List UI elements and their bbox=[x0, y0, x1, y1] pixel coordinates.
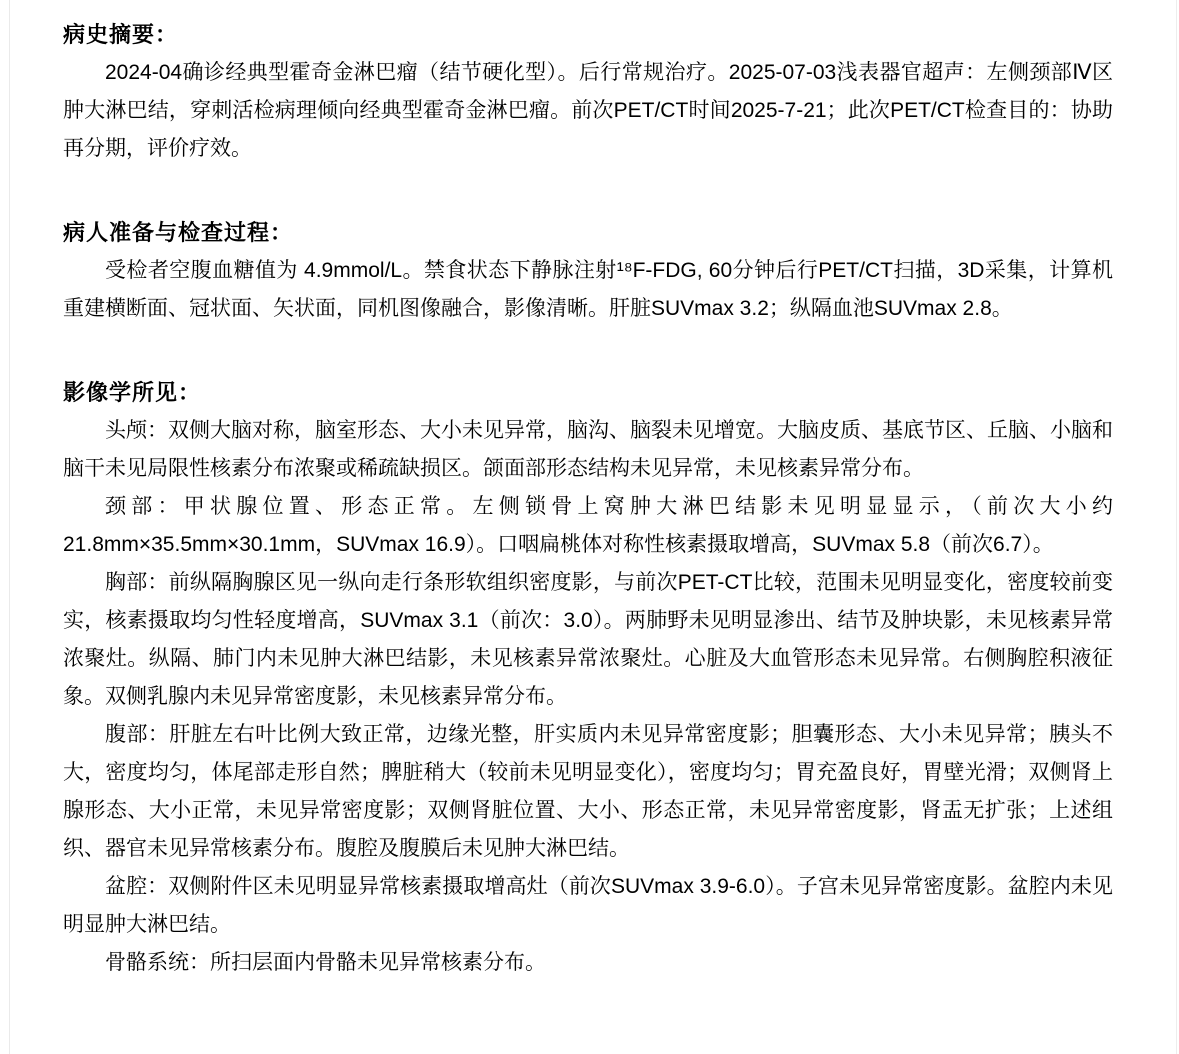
page-right-edge-line bbox=[1176, 0, 1177, 1054]
report-paragraph: 胸部：前纵隔胸腺区见一纵向走行条形软组织密度影，与前次PET-CT比较，范围未见明显变化，密度较前变实，核素摄取均匀性轻度增高，SUVmax 3.1（前次：3.0）。两肺野未见明显渗出、结节及肿块影，未见核素异常浓聚灶。纵隔、肺门内未见肿大淋巴结影，未见核素异常浓聚灶。心脏及大血管形态未见异常。右侧胸腔积液征象。双侧乳腺内未见异常密度影，未见核素异常分布。 bbox=[63, 571, 1113, 708]
pet-ct-report-document bbox=[63, 16, 1113, 982]
section-imaging-findings bbox=[63, 374, 1113, 982]
report-paragraph: 头颅：双侧大脑对称，脑室形态、大小未见异常，脑沟、脑裂未见增宽。大脑皮质、基底节区、丘脑、小脑和脑干未见局限性核素分布浓聚或稀疏缺损区。颌面部形态结构未见异常，未见核素异常分布。 bbox=[63, 419, 1113, 480]
report-paragraph: 腹部：肝脏左右叶比例大致正常，边缘光整，肝实质内未见异常密度影；胆囊形态、大小未见异常；胰头不大，密度均匀，体尾部走形自然；脾脏稍大（较前未见明显变化），密度均匀；胃充盈良好，胃壁光滑；双侧肾上腺形态、大小正常，未见异常密度影；双侧肾脏位置、大小、形态正常，未见异常密度影，肾盂无扩张；上述组织、器官未见异常核素分布。腹腔及腹膜后未见肿大淋巴结。 bbox=[63, 723, 1113, 860]
section-heading: 病人准备与检查过程： bbox=[63, 220, 294, 245]
report-paragraph: 受检者空腹血糖值为 4.9mmol/L。禁食状态下静脉注射¹⁸F-FDG, 60分钟后行PET/CT扫描，3D采集，计算机重建横断面、冠状面、矢状面，同机图像融合，影像清晰。肝脏SUVmax 3.2；纵隔血池SUVmax 2.8。 bbox=[63, 259, 1113, 320]
section-heading: 影像学所见： bbox=[63, 380, 202, 405]
section-history-summary bbox=[63, 16, 1113, 168]
section-heading: 病史摘要： bbox=[63, 22, 179, 47]
section-patient-preparation bbox=[63, 214, 1113, 328]
report-paragraph: 2024-04确诊经典型霍奇金淋巴瘤（结节硬化型）。后行常规治疗。2025-07-03浅表器官超声：左侧颈部Ⅳ区 肿大淋巴结，穿刺活检病理倾向经典型霍奇金淋巴瘤。前次PET/CT时间2025-7-21；此次PET/CT检查目的：协助再分期，评价疗效。 bbox=[63, 61, 1113, 160]
report-paragraph: 盆腔：双侧附件区未见明显异常核素摄取增高灶（前次SUVmax 3.9-6.0）。子宫未见异常密度影。盆腔内未见明显肿大淋巴结。 bbox=[63, 875, 1113, 936]
report-paragraph: 骨骼系统：所扫层面内骨骼未见异常核素分布。 bbox=[105, 951, 546, 974]
page-left-edge-line bbox=[9, 0, 10, 1054]
report-paragraph: 颈部：甲状腺位置、形态正常。左侧锁骨上窝肿大淋巴结影未见明显显示，（前次大小约21.8mm×35.5mm×30.1mm，SUVmax 16.9）。口咽扁桃体对称性核素摄取增高，SUVmax 5.8（前次6.7）。 bbox=[63, 495, 1113, 556]
